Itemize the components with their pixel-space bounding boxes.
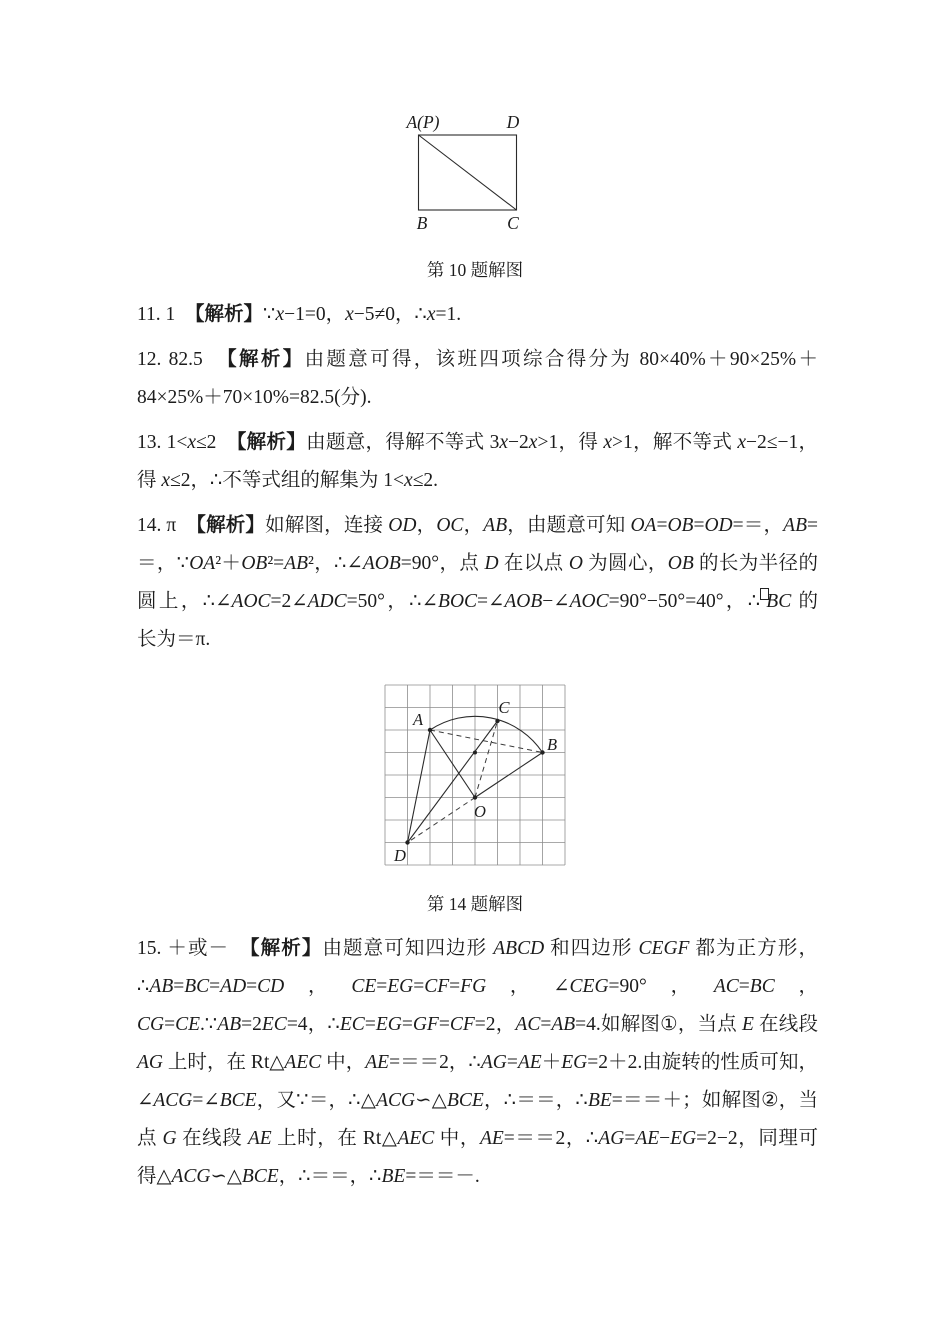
segment-DA [408, 730, 431, 843]
point-B [540, 750, 544, 754]
label-D: D [394, 846, 406, 865]
arc-ACB [430, 716, 543, 752]
solutions-block-2 [137, 930, 818, 1196]
figure-q14-caption: 第 14 题解图 [426, 894, 524, 914]
point-on-DC [405, 840, 409, 844]
figure-q14 [0, 666, 950, 875]
segment-OC-dashed [475, 721, 498, 798]
label-O: O [474, 802, 486, 821]
lattice-point [473, 751, 477, 755]
label-A: A [412, 710, 424, 729]
solution-15: 15. ＋或－ 【解析】由题意可知四边形 ABCD 和四边形 CEGF 都为正方形，∴AB=BC=AD=CD，CE=EG=CF=FG，∠CEG=90°，AC=BC，CG=CE.∵AB=2EC=4，∴EC=EG=GF=CF=2，AC=AB=4.如解图①，当点 E 在线段 AG 上时，在 Rt△AEC 中，AE=＝＝2，∴AG=AE＋EG=2＋2.由旋转的性质可知，∠ACG=∠BCE，又∵＝，∴△ACG∽△BCE，∴＝＝，∴BE=＝＝＋；如解图②，当点 G 在线段 AE 上时，在 Rt△AEC 中，AE=＝＝2，∴AG=AE−EG=2−2，同理可得△ACG∽△BCE，∴＝＝，∴BE=＝＝－. [137, 938, 819, 1187]
point-C [495, 719, 499, 723]
solution-14: 14. π 【解析】如解图，连接 OD，OC，AB，由题意可知 OA=OB=OD=＝，AB=＝，∵OA²＋OB²=AB²，∴∠AOB=90°，点 D 在以点 O 为圆心，OB 的长为半径的圆上，∴∠AOC=2∠ADC=50°，∴∠BOC=∠AOB−∠AOC=90°−50°=40°，∴ BC 的长为＝π. [137, 515, 819, 650]
figure-q10 [0, 0, 950, 241]
diagonal-AC [419, 135, 517, 210]
label-D: D [506, 112, 520, 132]
label-C: C [507, 213, 519, 233]
solutions-block-1 [137, 296, 818, 659]
label-C: C [498, 698, 510, 717]
figure-q10-caption: 第 10 题解图 [426, 260, 524, 280]
point-O [473, 795, 477, 799]
solution-11: 11. 1 【解析】∵x−1=0，x−5≠0，∴x=1. [137, 304, 462, 325]
label-A-P: A(P) [406, 112, 440, 132]
point-A [428, 728, 432, 732]
label-B: B [416, 213, 428, 233]
figure-q14-svg [380, 680, 570, 870]
figure-q10-svg [385, 108, 565, 236]
solution-13: 13. 1<x≤2 【解析】由题意，得解不等式 3x−2x>1，得 x>1，解不等式 x−2≤−1，得 x≤2，∴不等式组的解集为 1<x≤2. [137, 432, 819, 491]
solution-12: 12. 82.5 【解析】由题意可得，该班四项综合得分为 80×40%＋90×25%＋84×25%＋70×10%=82.5(分). [137, 349, 818, 408]
label-B: B [546, 735, 558, 754]
